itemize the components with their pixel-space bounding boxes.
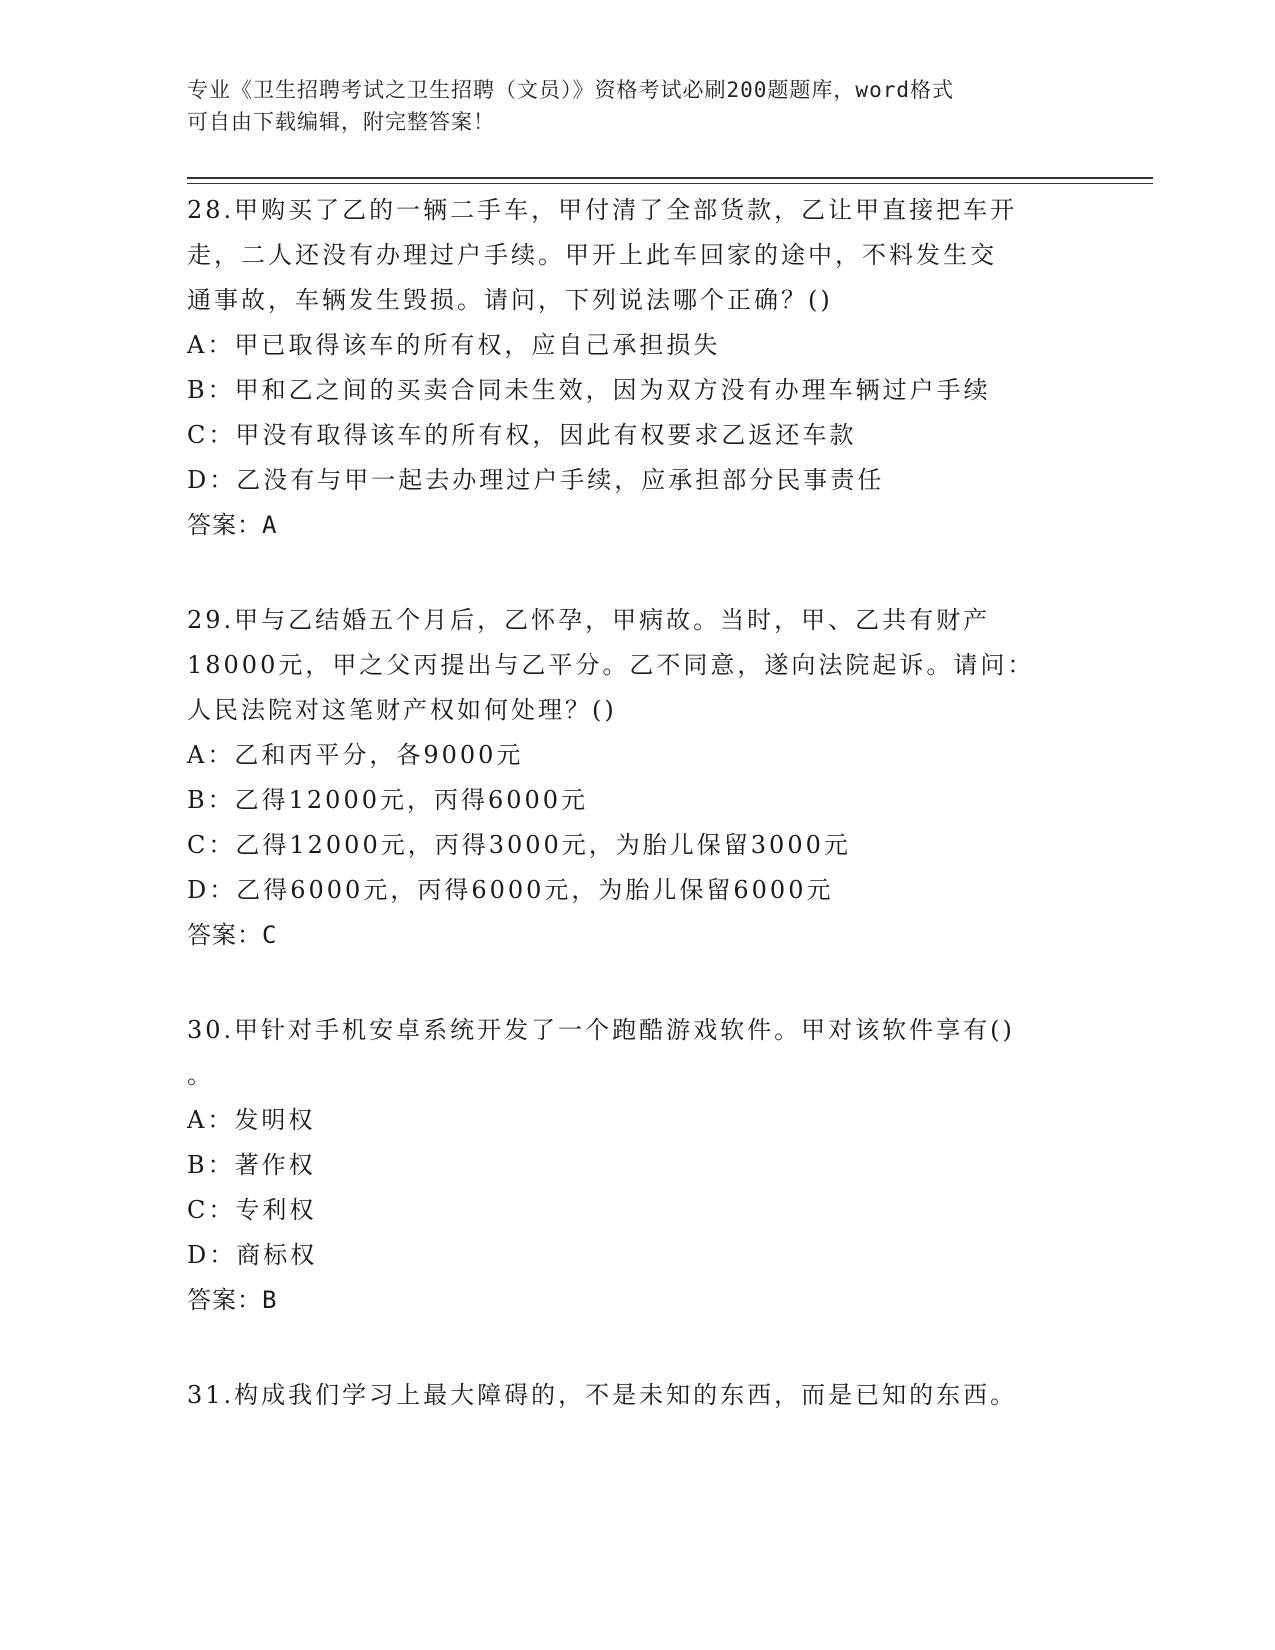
option-c: C：专利权 [187, 1196, 317, 1224]
question-30 [187, 1008, 1087, 1323]
option-d: D：乙得6000元，丙得6000元，为胎儿保留6000元 [187, 876, 834, 904]
question-stem-line: 。 [187, 1061, 214, 1089]
question-stem-line: 通事故，车辆发生毁损。请问，下列说法哪个正确？() [187, 286, 833, 314]
question-stem-line: 28.甲购买了乙的一辆二手车，甲付清了全部货款，乙让甲直接把车开 [187, 196, 1018, 224]
question-29 [187, 598, 1087, 958]
question-list [187, 188, 1087, 1468]
header-line-1: 专业《卫生招聘考试之卫生招聘（文员）》资格考试必刷200题题库，word格式 [187, 78, 954, 102]
option-d: D：商标权 [187, 1241, 318, 1269]
question-stem-line: 18000元，甲之父丙提出与乙平分。乙不同意，遂向法院起诉。请问： [187, 651, 1035, 679]
question-31 [187, 1373, 1087, 1418]
question-stem-line: 人民法院对这笔财产权如何处理？() [187, 696, 617, 724]
question-28 [187, 188, 1087, 548]
document-header [187, 74, 1087, 138]
header-line-2: 可自由下载编辑，附完整答案！ [187, 110, 495, 134]
option-b: B：著作权 [187, 1151, 316, 1179]
question-stem-line: 走，二人还没有办理过户手续。甲开上此车回家的途中，不料发生交 [187, 241, 997, 269]
option-a: A：发明权 [187, 1106, 316, 1134]
question-stem-line: 29.甲与乙结婚五个月后，乙怀孕，甲病故。当时，甲、乙共有财产 [187, 606, 991, 634]
question-stem-line: 30.甲针对手机安卓系统开发了一个跑酷游戏软件。甲对该软件享有() [187, 1016, 1015, 1044]
option-a: A：甲已取得该车的所有权，应自己承担损失 [187, 331, 721, 359]
option-a: A：乙和丙平分，各9000元 [187, 741, 524, 769]
option-b: B：甲和乙之间的买卖合同未生效，因为双方没有办理车辆过户手续 [187, 376, 991, 404]
answer-label: 答案：C [187, 921, 278, 949]
header-divider-thick [187, 177, 1153, 179]
answer-label: 答案：A [187, 511, 278, 539]
header-divider-thin [187, 183, 1153, 184]
option-c: C：甲没有取得该车的所有权，因此有权要求乙返还车款 [187, 421, 857, 449]
answer-label: 答案：B [187, 1286, 278, 1314]
option-c: C：乙得12000元，丙得3000元，为胎儿保留3000元 [187, 831, 851, 859]
option-d: D：乙没有与甲一起去办理过户手续，应承担部分民事责任 [187, 466, 885, 494]
question-stem-line: 31.构成我们学习上最大障碍的，不是未知的东西，而是已知的东西。 [187, 1381, 1018, 1409]
option-b: B：乙得12000元，丙得6000元 [187, 786, 589, 814]
